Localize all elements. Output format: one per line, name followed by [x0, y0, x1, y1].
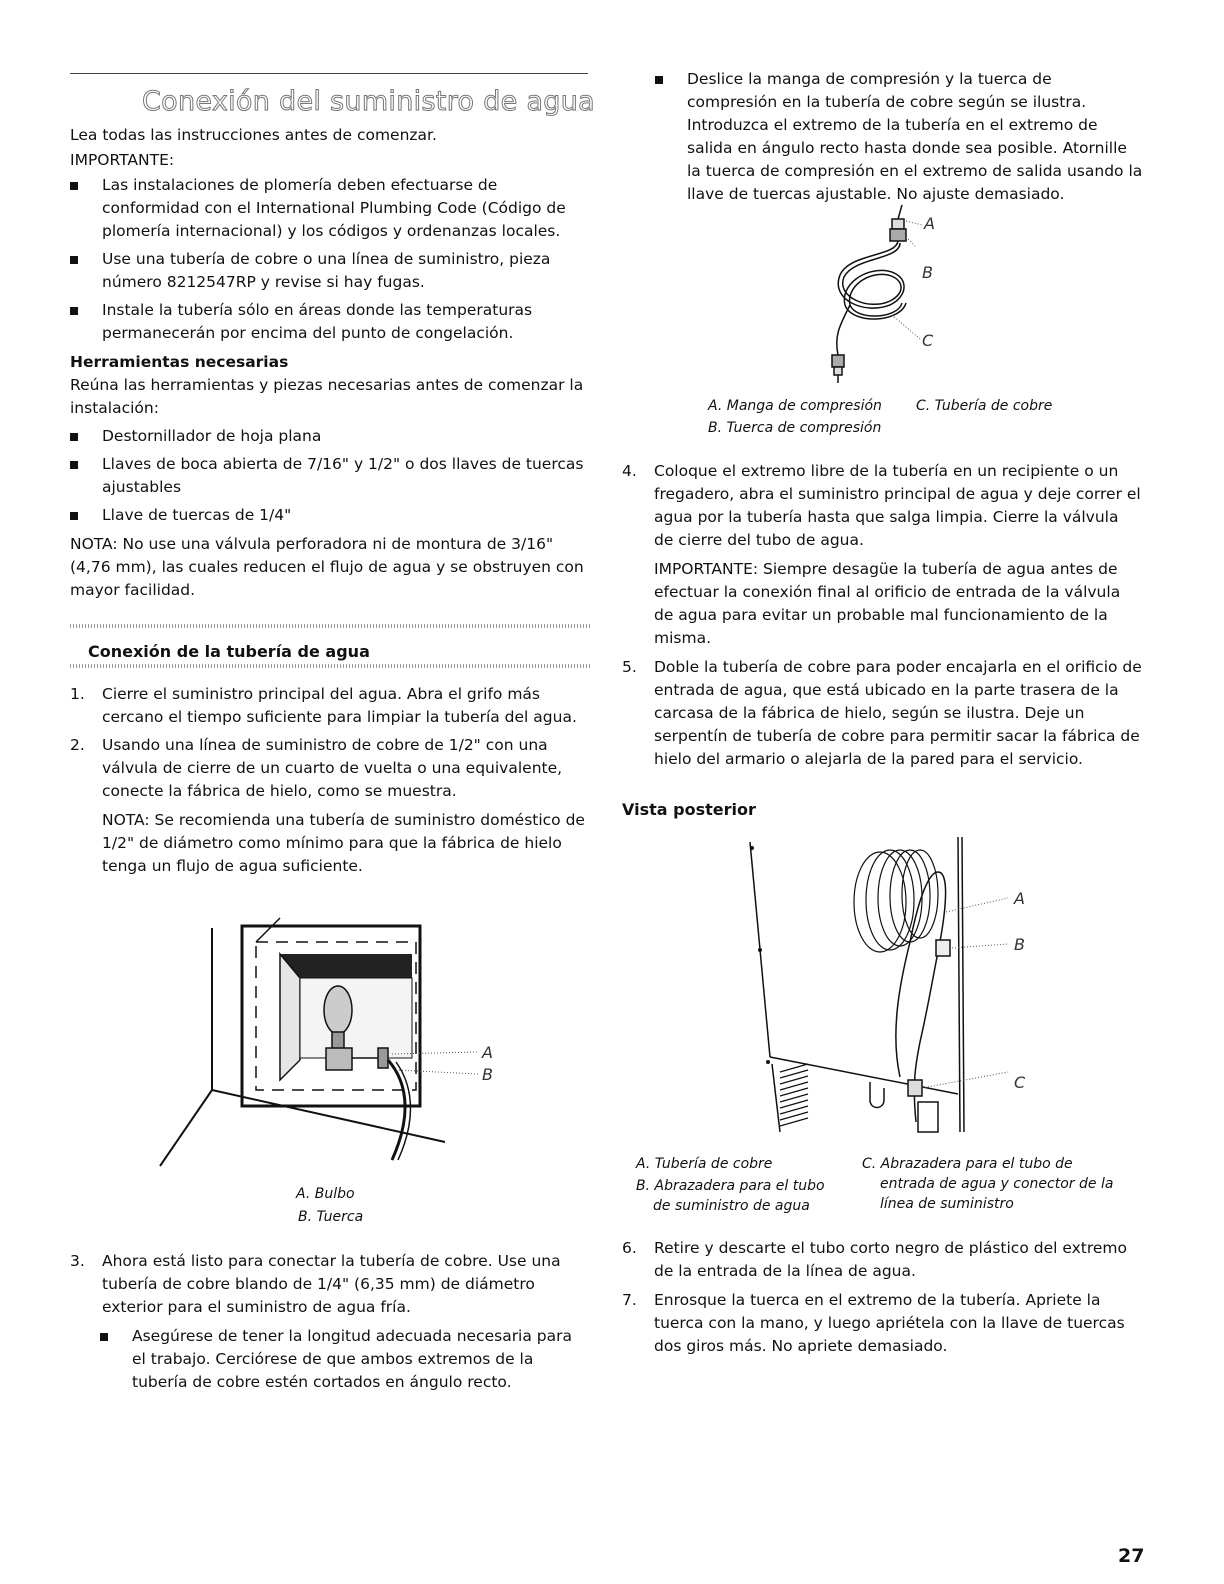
step-5 — [622, 656, 1142, 771]
step-2-number: 2. — [70, 736, 85, 754]
fig3-caption-c3: línea de suministro — [880, 1196, 1014, 1212]
step-1-text: Cierre el suministro principal del agua. Abra el grifo más cercano el tiempo suficiente para limpiar la tubería del agua. — [102, 685, 577, 726]
step-4-text: Coloque el extremo libre de la tubería en un recipiente o un fregadero, abra el suministro principal de agua y deje correr el agua por la tubería hasta que salga limpia. Cierre la válvula de cierre del tubo de agua. — [654, 462, 1141, 549]
step-3-text: Ahora está listo para conectar la tubería de cobre. Use una tubería de cobre blando de 1/4" (6,35 mm) de diámetro exterior para el suministro de agua fría. — [102, 1252, 561, 1316]
step-6-text: Retire y descarte el tubo corto negro de plástico del extremo de la entrada de la línea de agua. — [654, 1239, 1128, 1280]
fig1-caption-a: A. Bulbo — [296, 1186, 355, 1202]
step-3-number: 3. — [70, 1252, 85, 1270]
importante-item-3: Instale la tubería sólo en áreas donde las temperaturas permanecerán por encima del punto de congelación. — [70, 299, 590, 345]
step-7-text: Enrosque la tuerca en el extremo de la tubería. Apriete la tuerca con la mano, y luego apriételа con la llave de tuercas dos giros más. No apriete demasiado. — [654, 1291, 1125, 1355]
importante-item-2: Use una tubería de cobre o una línea de suministro, pieza número 8212547RP y revise si hay fugas. — [70, 248, 590, 294]
fig2-caption-a: A. Manga de compresión — [708, 398, 882, 414]
fig3-label-c: C — [1014, 1073, 1026, 1092]
nota-1 — [70, 533, 590, 602]
importante-item-1: Las instalaciones de plomería deben efectuarse de conformidad con el International Plumbing Code (Código de plomería internacional) y los códigos y ordenanzas locales. — [70, 174, 590, 243]
step-4-number: 4. — [622, 462, 637, 480]
fig1-label-b: B — [482, 1065, 493, 1084]
page-number: 27 — [1118, 1545, 1145, 1567]
step-1 — [70, 683, 590, 729]
tools-heading: Herramientas necesarias — [70, 353, 289, 371]
vista-posterior-heading: Vista posterior — [622, 800, 756, 819]
step-4-importante — [622, 558, 1142, 650]
step-6 — [622, 1237, 1142, 1283]
nota-1-label: NOTA: — [70, 535, 118, 553]
fig3-caption-a: A. Tubería de cobre — [636, 1156, 773, 1172]
steps-1-2 — [70, 683, 590, 878]
fig2-label-b: B — [922, 263, 933, 282]
fig3-caption-c1: C. Abrazadera para el tubo de — [862, 1156, 1073, 1172]
figure-ice-maker-inlet — [160, 920, 520, 1180]
step-4-importante-text: Siempre desagüe la tubería de agua antes de efectuar la conexión final al orificio de entrada de la válvula de agua para evitar un probable mal funcionamiento de la misma. — [654, 560, 1121, 647]
step-2-nota-text: Se recomienda una tubería de suministro doméstico de 1/2" de diámetro como mínimo para que la fábrica de hielo tenga un flujo de agua suficiente. — [102, 811, 585, 875]
steps-6-7 — [622, 1237, 1142, 1358]
fig3-caption-b2: de suministro de agua — [653, 1198, 810, 1214]
step-7-number: 7. — [622, 1291, 637, 1309]
figure-rear-view — [740, 832, 1040, 1142]
intro-text: Lea todas las instrucciones antes de comenzar. — [70, 126, 437, 144]
step-3-bullet-2: Deslice la manga de compresión y la tuerca de compresión en la tubería de cobre según se ilustra. Introduzca el extremo de la tubería en el extremo de salida en ángulo recto hasta donde sea posible. Atornille la tuerca de compresión en el extremo de salida usando la llave de tuercas ajustable. No ajuste demasiado. — [655, 68, 1145, 206]
fig3-caption-c2: entrada de agua y conector de la — [880, 1176, 1114, 1192]
tools-item-3: Llave de tuercas de 1/4" — [70, 504, 590, 527]
fig3-label-b: B — [1014, 935, 1025, 954]
section-heading: Conexión de la tubería de agua — [88, 642, 370, 661]
step-5-number: 5. — [622, 658, 637, 676]
top-rule — [70, 73, 588, 74]
section-hatch-top — [70, 624, 590, 628]
tools-item-1: Destornillador de hoja plana — [70, 425, 590, 448]
step-3 — [70, 1250, 590, 1319]
step-2-nota — [70, 809, 590, 878]
step-7 — [622, 1289, 1142, 1358]
section-hatch-bottom — [70, 664, 590, 668]
page-title: Conexión del suministro de agua — [142, 86, 595, 117]
tools-intro: Reúna las herramientas y piezas necesarias antes de comenzar la instalación: — [70, 376, 584, 417]
fig2-label-a: A — [924, 214, 935, 233]
fig1-label-a: A — [482, 1043, 493, 1062]
nota-1-text: No use una válvula perforadora ni de montura de 3/16" (4,76 mm), las cuales reducen el flujo de agua y se obstruyen con mayor facilidad. — [70, 535, 584, 599]
step-3-bullet: Asegúrese de tener la longitud adecuada necesaria para el trabajo. Cerciórese de que ambos extremos de la tubería de cobre estén cortados en ángulo recto. — [100, 1325, 590, 1394]
fig3-caption-b1: B. Abrazadera para el tubo — [636, 1178, 825, 1194]
step-4-importante-label: IMPORTANTE: — [654, 560, 759, 578]
fig3-label-a: A — [1014, 889, 1025, 908]
step-2-text: Usando una línea de suministro de cobre de 1/2" con una válvula de cierre de un cuarto de vuelta o una equivalente, conecte la fábrica de hielo, como se muestra. — [102, 736, 563, 800]
step-1-number: 1. — [70, 685, 85, 703]
step-2-nota-label: NOTA: — [102, 811, 150, 829]
step-2 — [70, 734, 590, 803]
step-4 — [622, 460, 1142, 552]
fig2-caption-c: C. Tubería de cobre — [916, 398, 1053, 414]
left-intro-block — [70, 124, 590, 602]
fig2-label-c: C — [922, 331, 934, 350]
fig2-caption-b: B. Tuerca de compresión — [708, 420, 882, 436]
step-6-number: 6. — [622, 1239, 637, 1257]
step-3-block — [70, 1250, 590, 1394]
figure-compression-tubing — [810, 205, 960, 385]
tools-item-2: Llaves de boca abierta de 7/16" y 1/2" o dos llaves de tuercas ajustables — [70, 453, 590, 499]
fig1-caption-b: B. Tuerca — [298, 1209, 364, 1225]
step-3-bullet-2-block — [655, 68, 1145, 206]
steps-4-5 — [622, 460, 1142, 771]
importante-label: IMPORTANTE: — [70, 151, 175, 169]
step-5-text: Doble la tubería de cobre para poder encajarla en el orificio de entrada de agua, que está ubicado en la parte trasera de la carcasa de la fábrica de hielo, según se ilustra. Deje un serpentín de tubería de cobre para permitir sacar la fábrica de hielo del armario o alejarla de la pared para el servicio. — [654, 658, 1142, 768]
